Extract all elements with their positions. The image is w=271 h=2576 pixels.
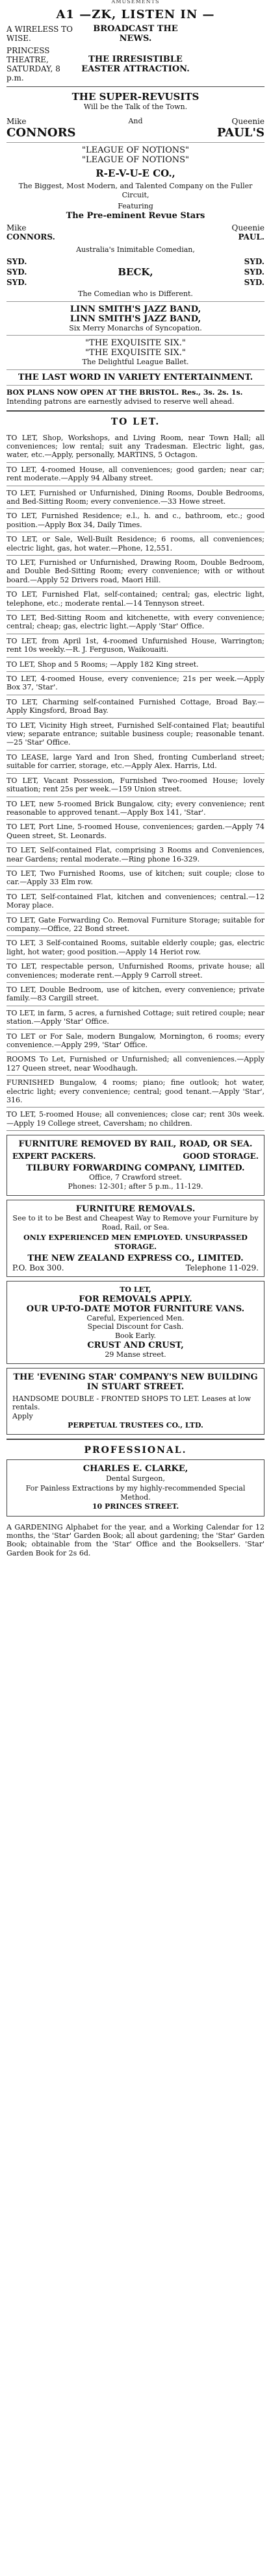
tolet-ad: TO LEASE, large Yard and Iron Shed, fronting Cumberland street; suitable for carrier, storage, etc.—Apply Alex. Harris, Ltd. xyxy=(6,750,265,774)
tilbury-advertisement xyxy=(6,1135,265,1196)
syd-2r: SYD. xyxy=(244,267,265,277)
tolet-ad: TO LET, Shop, Workshops, and Living Room, near Town Hall; all conveniences; low rental; suit any Tradesman. Electric light, gas, water, etc.—Apply, personally, MARTINS, 5 Octagon. xyxy=(6,431,265,463)
star-apply: Apply xyxy=(12,1412,33,1421)
pauls-name: PAUL'S xyxy=(216,125,265,140)
expert-packers: EXPERT PACKERS. xyxy=(12,1152,96,1161)
syd-2l: SYD. xyxy=(6,267,27,277)
featuring: Featuring xyxy=(118,202,153,211)
motor-line4: Book Early. xyxy=(114,1331,157,1341)
tolet-ad: TO LET, Bed-Sitting Room and kitchenette, with every convenience; central; cheap; gas, electric light.—Apply 'Star' Office. xyxy=(6,611,265,634)
tolet-heading: TO LET. xyxy=(110,416,161,427)
syd-row-2 xyxy=(6,266,265,278)
tolet-ad: TO LET, Gate Forwarding Co. Removal Furniture Storage; suitable for company.—Office, 22 Bond street. xyxy=(6,913,265,937)
removals-line2: ONLY EXPERIENCED MEN EMPLOYED. UNSURPASSED STORAGE. xyxy=(23,1233,248,1252)
removals-title: FURNITURE REMOVALS. xyxy=(75,1204,196,1214)
tolet-ad: TO LET, 5-roomed House; all conveniences; close car; rent 30s week.—Apply 19 College street, Caversham; no children. xyxy=(6,1108,265,1131)
merry-monarchs: Six Merry Monarchs of Syncopation. xyxy=(69,323,202,332)
last-word: THE LAST WORD IN VARIETY ENTERTAINMENT. xyxy=(18,373,253,382)
tolet-ad: FURNISHED Bungalow, 4 rooms; piano; fine outlook; hot water, electric light; every convenience; central; good tenant.—Apply 'Star', 316. xyxy=(6,1076,265,1108)
removals-contact xyxy=(12,1263,259,1272)
tolet-ad: TO LET, Furnished Residence; e.l., h. and c., bathroom, etc.; good position.—Apply Box 34, Daily Times. xyxy=(6,509,265,532)
tolet-ad: TO LET, or Sale, Well-Built Residence; 6 rooms, all conveniences; electric light, gas, hot water.—Phone, 12,551. xyxy=(6,532,265,556)
stars-row-small xyxy=(6,117,265,126)
star-title: THE 'EVENING STAR' COMPANY'S NEW BUILDING IN STUART STREET. xyxy=(13,1372,258,1392)
tolet-ad: TO LET, respectable person, Unfurnished Rooms, private house; all conveniences; moderate rent.—Apply 9 Carroll street. xyxy=(6,960,265,983)
syd-row-3 xyxy=(6,278,265,287)
revue-company: R-E-V-U-E CO., xyxy=(96,167,175,179)
tolet-ad: TO LET, Charming self-contained Furnished Cottage, Broad Bay.—Apply Kingsford, Broad Bay. xyxy=(6,695,265,719)
league-line-2: "LEAGUE OF NOTIONS" xyxy=(81,155,190,165)
league-ballet: The Delightful League Ballet. xyxy=(82,358,189,367)
box-plans: BOX PLANS NOW OPEN AT THE BRISTOL. Res., 3s. 2s. 1s. xyxy=(6,388,243,397)
professional-heading: PROFESSIONAL. xyxy=(84,1444,187,1455)
tolet-ad: TO LET, Two Furnished Rooms, use of kitchen; suit couple; close to car.—Apply 33 Elm row. xyxy=(6,867,265,890)
section-header-fragment: AMUSEMENTS xyxy=(111,0,160,4)
talk-of-town: Will be the Talk of the Town. xyxy=(83,103,188,111)
removals-line1: See to it to be Best and Cheapest Way to Remove your Furniture by Road, Rail, or Sea. xyxy=(12,1213,259,1232)
stars-row-2-small xyxy=(6,223,265,232)
inimitable: Australia's Inimitable Comedian, xyxy=(76,245,195,254)
clarke-title: Dental Surgeon, xyxy=(105,1474,166,1483)
wireless-right-top: BROADCAST THE NEWS. xyxy=(93,24,178,43)
league-line-1: "LEAGUE OF NOTIONS" xyxy=(81,145,190,155)
evening-star-advertisement xyxy=(6,1368,265,1435)
queenie-label-2: Queenie xyxy=(231,223,265,232)
theatre-advertisement xyxy=(6,8,265,406)
clarke-line: For Painless Extractions by my highly-recommended Special Method. xyxy=(25,1483,246,1502)
tolet-ad: TO LET, in farm, 5 acres, a furnished Cottage; suit retired couple; near station.—Apply 'Star' Office. xyxy=(6,1006,265,1030)
tilbury-phones: Phones: 12-301; after 5 p.m., 11-129. xyxy=(68,1182,203,1191)
wireless-row-mid xyxy=(6,46,265,82)
stars-row xyxy=(6,126,265,140)
tolet-ad: ROOMS To Let, Furnished or Unfurnished; all conveniences.—Apply 127 Queen street, near Woodhaugh. xyxy=(6,1052,265,1076)
wireless-left-top: A WIRELESS TO WISE. xyxy=(6,25,73,43)
tolet-ad: TO LET, new 5-roomed Brick Bungalow, city; every convenience; rent reasonable to approved tenant.—Apply Box 141, 'Star'. xyxy=(6,797,265,821)
syd-3l: SYD. xyxy=(6,277,27,287)
connors-name: CONNORS xyxy=(6,125,76,140)
tolet-ad: TO LET, from April 1st, 4-roomed Unfurnished House, Warrington; rent 10s weekly.—R. J. Ferguson, Waikouaiti. xyxy=(6,634,265,658)
tilbury-company: TILBURY FORWARDING COMPANY, LIMITED. xyxy=(26,1163,245,1174)
queenie-label: Queenie xyxy=(231,116,265,126)
linn-band-1: LINN SMITH'S JAZZ BAND, xyxy=(70,304,201,314)
tolet-ad: TO LET, Self-contained Flat, comprising 3 Rooms and Conveniences, near Gardens; rental moderate.—Ring phone 16-329. xyxy=(6,843,265,867)
wireless-row-top xyxy=(6,24,265,43)
tolet-ad: TO LET, 4-roomed House, every convenience; 21s per week.—Apply Box 37, 'Star'. xyxy=(6,672,265,695)
tolet-ad: TO LET, Vacant Possession, Furnished Two-roomed House; lovely situation; rent 25s per week.—159 Union street. xyxy=(6,774,265,797)
crust-address: 29 Manse street. xyxy=(105,1350,166,1359)
stars-row-2 xyxy=(6,232,265,242)
tolet-ad: TO LET, Furnished Flat, self-contained; central; gas, electric light, telephone, etc.; moderate rental.—14 Tennyson street. xyxy=(6,588,265,611)
super-revusits: THE SUPER-REVUSITS xyxy=(71,91,200,103)
motor-line1: OUR UP-TO-DATE MOTOR FURNITURE VANS. xyxy=(26,1304,245,1314)
exquisite-six-1: "THE EXQUISITE SIX." xyxy=(85,338,186,349)
removals-box: P.O. Box 300. xyxy=(12,1263,64,1272)
gardening-advertisement: A GARDENING Alphabet for the year, and a Working Calendar for 12 months, the 'Star' Garden Book; all about gardening; the 'Star' Garden Book; obtainable from the 'Star' Office and the Booksellers. 'Star' Garden Book for 2s 6d. xyxy=(6,1522,265,1557)
connors-name-2: CONNORS. xyxy=(6,232,55,242)
paul-name-2: PAUL. xyxy=(238,232,265,242)
clarke-name: CHARLES E. CLARKE, xyxy=(83,1463,188,1474)
preeminent: The Pre-eminent Revue Stars xyxy=(66,211,205,221)
tilbury-office: Office, 7 Crawford street. xyxy=(89,1173,182,1182)
tolet-ad: TO LET, Shop and 5 Rooms; —Apply 182 King street. xyxy=(6,658,265,672)
mike-label-2: Mike xyxy=(6,223,27,232)
tolet-ad: TO LET, Double Bedroom, use of kitchen, every convenience; private family.—83 Cargill street. xyxy=(6,983,265,1006)
star-company: PERPETUAL TRUSTEES CO., LTD. xyxy=(68,1420,203,1430)
wireless-title: A1 —ZK, LISTEN IN — xyxy=(56,8,215,21)
theatre-time: PRINCESS THEATRE, SATURDAY, 8 p.m. xyxy=(6,46,60,82)
tilbury-row xyxy=(12,1152,259,1161)
tolet-ad: TO LET, Port Line, 5-roomed House, conveniences; garden.—Apply 74 Queen street, St. Leonards. xyxy=(6,820,265,843)
and-label: And xyxy=(128,116,143,125)
syd-3r: SYD. xyxy=(244,277,265,287)
crust-advertisement xyxy=(6,1281,265,1364)
tolet-ad: TO LET or For Sale, modern Bungalow, Mornington, 6 rooms; every convenience.—Apply 299, 'Star' Office. xyxy=(6,1030,265,1053)
comedian-different: The Comedian who is Different. xyxy=(78,289,193,298)
exquisite-six-2: "THE EXQUISITE SIX." xyxy=(85,348,186,358)
tolet-ad: TO LET, Vicinity High street, Furnished Self-contained Flat; beautiful view; separate entrance; suitable business couple; reasonable tenant.—25 'Star' Office. xyxy=(6,719,265,750)
clarke-advertisement xyxy=(6,1459,265,1517)
nz-express-advertisement xyxy=(6,1200,265,1277)
good-storage: GOOD STORAGE. xyxy=(183,1152,259,1161)
intending-patrons: Intending patrons are earnestly advised to reserve well ahead. xyxy=(6,397,235,406)
syd-1r: SYD. xyxy=(244,256,265,266)
crust-name: CRUST AND CRUST, xyxy=(87,1340,184,1350)
removals-tel: Telephone 11-029. xyxy=(185,1263,259,1272)
tolet-ad: TO LET, Furnished or Unfurnished, Dining Rooms, Double Bedrooms, and Bed-Sitting Room; every convenience.—33 Howe street. xyxy=(6,486,265,510)
attraction-text: THE IRRESISTIBLE EASTER ATTRACTION. xyxy=(81,55,190,74)
biggest-company: The Biggest, Most Modern, and Talented Company on the Fuller Circuit, xyxy=(18,181,253,199)
star-body: HANDSOME DOUBLE - FRONTED SHOPS TO LET. Leases at low rentals. xyxy=(12,1394,251,1412)
clarke-address: 10 PRINCES STREET. xyxy=(92,1502,179,1511)
tolet-ad: TO LET, Self-contained Flat, kitchen and conveniences; central.—12 Moray place. xyxy=(6,890,265,913)
motor-title: FOR REMOVALS APPLY. xyxy=(79,1294,192,1304)
syd-1l: SYD. xyxy=(6,256,27,266)
beck-name: BECK, xyxy=(118,266,153,278)
mike-label: Mike xyxy=(6,116,27,126)
motor-line3: Special Discount for Cash. xyxy=(87,1322,184,1331)
tolet-ad: TO LET, Furnished or Unfurnished, Drawing Room, Double Bedroom, and Double Bed-Sitting Room; every convenience; with or without board.—Apply 52 Drivers road, Maori Hill. xyxy=(6,556,265,588)
nz-express-company: THE NEW ZEALAND EXPRESS CO., LIMITED. xyxy=(27,1253,244,1263)
tilbury-title: FURNITURE REMOVED BY RAIL, ROAD, OR SEA. xyxy=(18,1139,253,1150)
tolet-list xyxy=(6,431,265,1132)
linn-band-2: LINN SMITH'S JAZZ BAND, xyxy=(70,314,201,324)
tolet-ad: TO LET, 4-roomed House, all conveniences; good garden; near car; rent moderate.—Apply 94 Albany street. xyxy=(6,463,265,486)
tolet-ad: TO LET, 3 Self-contained Rooms, suitable elderly couple; gas, electric light, hot water; good position.—Apply 14 Heriot row. xyxy=(6,936,265,960)
motor-line2: Careful, Experienced Men. xyxy=(86,1313,185,1322)
syd-row-1 xyxy=(6,257,265,266)
motor-tolet: TO LET, xyxy=(120,1285,151,1294)
